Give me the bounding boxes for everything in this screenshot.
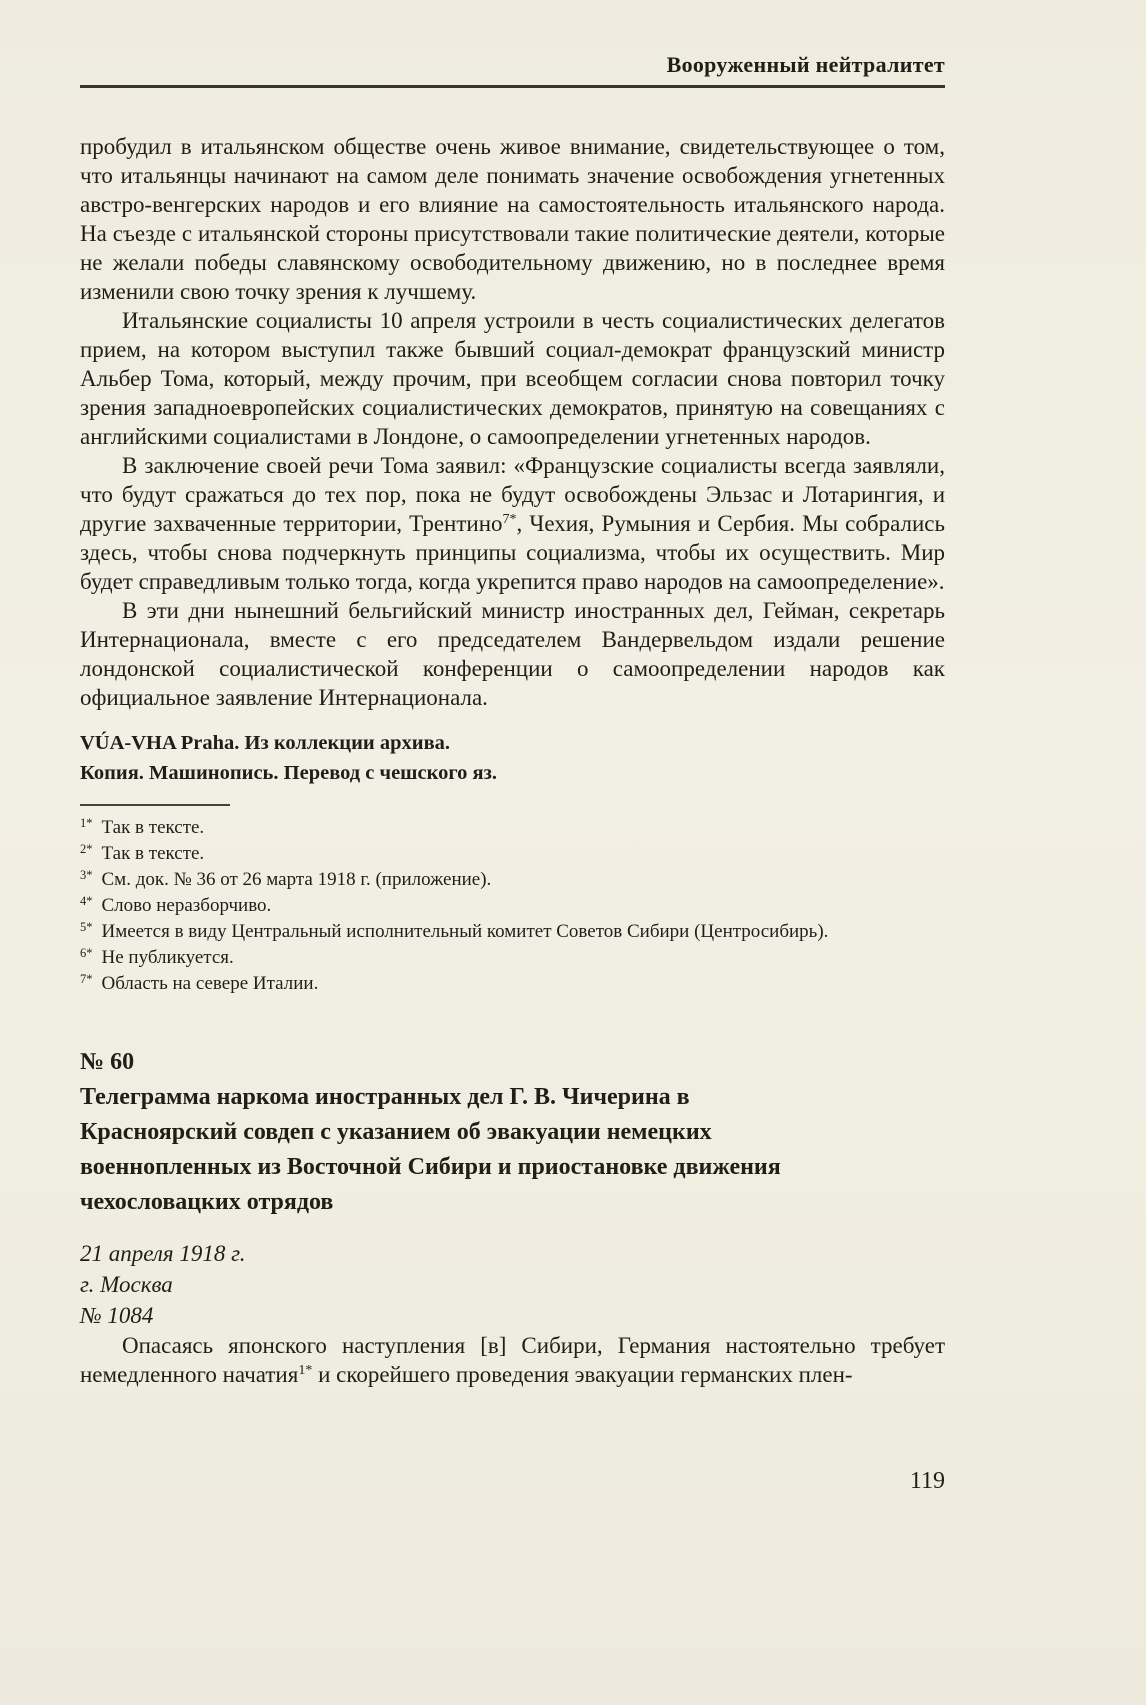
footnote-text: Так в тексте. bbox=[101, 817, 205, 838]
footnote-reference: 7* bbox=[502, 512, 517, 527]
footnote-marker: 1* bbox=[80, 816, 93, 830]
document-dateline bbox=[80, 1238, 945, 1331]
paragraph: Итальянские социалисты 10 апреля устроили в честь социалистических делегатов прием, на котором выступил также бывший социал-демократ французский министр Альбер Тома, который, между прочим, при всеобщем согласии снова повторил точку зрения западноевропейских социалистических демократов, принятую на совещаниях с английскими социалистами в Лондоне, о самоопределении угнетенных народов. bbox=[80, 308, 945, 449]
paragraph-text: В заключение своей речи Тома заявил: «Французские социалисты всегда заявляли, что будут сражаться до тех пор, пока не будут освобождены Эльзас и Лотарингия, и другие захваченные территории, Трентино bbox=[80, 453, 945, 536]
footnote-marker: 4* bbox=[80, 894, 93, 908]
paragraph-text: , Чехия, Румыния и Сербия. Мы собрались здесь, чтобы снова подчеркнуть принципы социализма, чтобы их осуществить. Мир будет справедливым только тогда, когда укрепится право народов на самоопределение». bbox=[80, 511, 945, 594]
footnote-text: Имеется в виду Центральный исполнительный комитет Советов Сибири (Центросибирь). bbox=[101, 921, 829, 942]
paragraph-text: и скорейшего проведения эвакуации германских плен- bbox=[312, 1362, 853, 1387]
footnote-text: Область на севере Италии. bbox=[101, 973, 319, 994]
document-title: Телеграмма наркома иностранных дел Г. В. Чичерина в Красноярский совдеп с указанием об эвакуации немецких военнопленных из Восточной Сибири и приостановке движения чехословацких отрядов bbox=[80, 1084, 781, 1215]
document-place: г. Москва bbox=[80, 1272, 173, 1297]
running-header: Вооруженный нейтралитет bbox=[666, 52, 945, 77]
document-heading bbox=[80, 1045, 945, 1220]
footnotes-block bbox=[80, 815, 945, 997]
document-registry-number: № 1084 bbox=[80, 1303, 154, 1328]
footnote-text: Слово неразборчиво. bbox=[101, 895, 272, 916]
main-text-block bbox=[80, 132, 945, 1389]
source-line: VÚA-VHA Praha. Из коллекции архива. bbox=[80, 732, 451, 754]
footnote bbox=[80, 815, 945, 841]
page-number: 119 bbox=[909, 1468, 945, 1494]
footnote bbox=[80, 841, 945, 867]
footnote-marker: 6* bbox=[80, 946, 93, 960]
header-rule bbox=[80, 85, 945, 88]
footnote bbox=[80, 893, 945, 919]
footnote-reference: 1* bbox=[298, 1363, 313, 1378]
paragraph-text: Опасаясь японского наступления [в] Сибири, Германия настоятельно требует немедленного начатия bbox=[80, 1333, 945, 1387]
paragraph: В эти дни нынешний бельгийский министр иностранных дел, Гейман, секретарь Интернационала, вместе с его председателем Вандервельдом издали решение лондонской социалистической конференции о самоопределении народов как официальное заявление Интернационала. bbox=[80, 598, 945, 710]
footnote bbox=[80, 945, 945, 971]
document-date: 21 апреля 1918 г. bbox=[80, 1241, 246, 1266]
paragraph-continuation: пробудил в итальянском обществе очень живое внимание, свидетельствующее о том, что итальянцы начинают на самом деле понимать значение освобождения угнетенных австро-венгерских народов и его влияние на самостоятельность итальянского народа. На съезде с итальянской стороны присутствовали такие политические деятели, которые не желали победы славянскому освободительному движению, но в последнее время изменили свою точку зрения к лучшему. bbox=[80, 134, 945, 304]
footnote bbox=[80, 919, 945, 945]
footnote-marker: 3* bbox=[80, 868, 93, 882]
footnote-text: Не публикуется. bbox=[101, 947, 234, 968]
footnote bbox=[80, 867, 945, 893]
archival-source-block bbox=[80, 728, 945, 788]
footnote-marker: 2* bbox=[80, 842, 93, 856]
footnote-marker: 5* bbox=[80, 920, 93, 934]
footnote-separator-rule bbox=[80, 804, 230, 806]
footnote-text: Так в тексте. bbox=[101, 843, 205, 864]
source-line: Копия. Машинопись. Перевод с чешского яз. bbox=[80, 762, 497, 784]
paragraph bbox=[80, 451, 945, 596]
footnote-marker: 7* bbox=[80, 972, 93, 986]
document-number: № 60 bbox=[80, 1049, 135, 1075]
document-opening-paragraph bbox=[80, 1331, 945, 1389]
footnote-text: См. док. № 36 от 26 марта 1918 г. (приложение). bbox=[101, 869, 492, 890]
footnote bbox=[80, 971, 945, 997]
